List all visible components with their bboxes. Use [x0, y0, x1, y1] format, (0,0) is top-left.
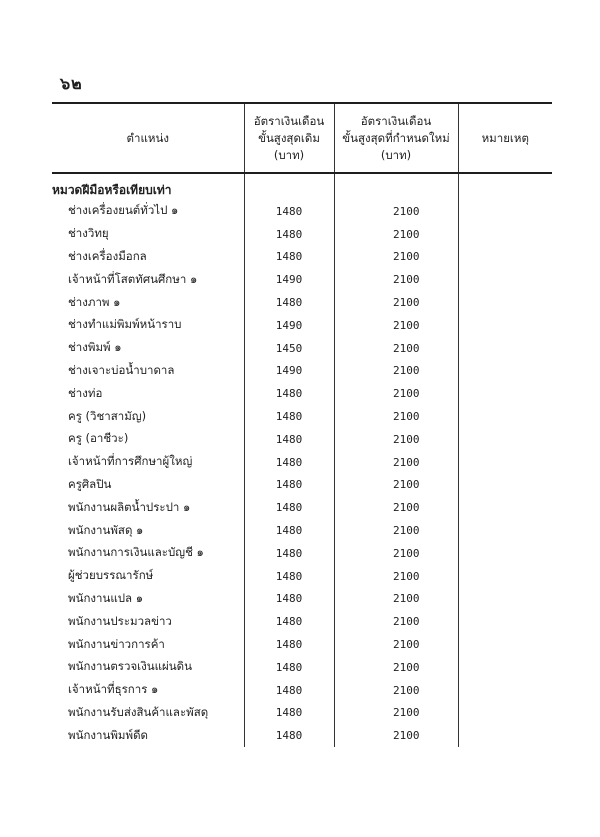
section-empty-cell	[244, 173, 334, 200]
new-max-cell: 2100	[334, 382, 458, 405]
position-cell: เจ้าหน้าที่การศึกษาผู้ใหญ่	[68, 454, 193, 469]
table-row	[52, 702, 552, 725]
position-cell: เจ้าหน้าที่ธุรการ ๑	[68, 682, 159, 697]
old-max-cell: 1480	[244, 223, 334, 246]
old-max-cell: 1480	[244, 405, 334, 428]
position-cell: ช่างภาพ ๑	[68, 294, 121, 309]
header-new-max-line1: อัตราเงินเดือน	[360, 113, 432, 128]
table-row	[52, 314, 552, 337]
header-new-max	[334, 103, 458, 173]
old-max-cell: 1480	[244, 519, 334, 542]
position-cell: พนักงานประมวลข่าว	[68, 613, 172, 628]
new-max-cell: 2100	[334, 291, 458, 314]
position-cell: ช่างเครื่องยนต์ทั่วไป ๑	[68, 203, 179, 218]
remark-cell	[458, 246, 552, 269]
old-max-cell: 1480	[244, 291, 334, 314]
new-max-cell: 2100	[334, 314, 458, 337]
remark-cell	[458, 337, 552, 360]
table-row	[52, 679, 552, 702]
position-cell: พนักงานพัสดุ ๑	[68, 522, 144, 537]
remark-cell	[458, 542, 552, 565]
position-cell: ช่างท่อ	[68, 385, 103, 400]
remark-cell	[458, 291, 552, 314]
old-max-cell: 1480	[244, 679, 334, 702]
new-max-cell: 2100	[334, 496, 458, 519]
new-max-cell: 2100	[334, 451, 458, 474]
section-row	[52, 173, 552, 200]
table-row	[52, 633, 552, 656]
table-body	[52, 173, 552, 747]
remark-cell	[458, 724, 552, 747]
new-max-cell: 2100	[334, 519, 458, 542]
table-row	[52, 246, 552, 269]
position-cell: ช่างเจาะบ่อน้ำบาดาล	[68, 362, 175, 377]
remark-cell	[458, 428, 552, 451]
remark-cell	[458, 656, 552, 679]
table-row	[52, 405, 552, 428]
header-new-max-line2: ขั้นสูงสุดที่กำหนดใหม่	[342, 130, 450, 145]
table-row	[52, 223, 552, 246]
table-row	[52, 337, 552, 360]
remark-cell	[458, 565, 552, 588]
old-max-cell: 1480	[244, 496, 334, 519]
position-cell: เจ้าหน้าที่โสตทัศนศึกษา ๑	[68, 271, 198, 286]
header-position: ตำแหน่ง	[52, 103, 244, 173]
old-max-cell: 1450	[244, 337, 334, 360]
old-max-cell: 1480	[244, 702, 334, 725]
old-max-cell: 1490	[244, 314, 334, 337]
old-max-cell: 1480	[244, 610, 334, 633]
new-max-cell: 2100	[334, 679, 458, 702]
table-row	[52, 542, 552, 565]
table-row	[52, 200, 552, 223]
remark-cell	[458, 314, 552, 337]
page-number: ๖๒	[60, 74, 83, 93]
table-row	[52, 496, 552, 519]
new-max-cell: 2100	[334, 268, 458, 291]
position-cell: ช่างทำแม่พิมพ์หน้าราบ	[68, 317, 182, 332]
old-max-cell: 1480	[244, 565, 334, 588]
remark-cell	[458, 702, 552, 725]
remark-cell	[458, 451, 552, 474]
position-cell: ช่างวิทยุ	[68, 226, 109, 241]
position-cell: พนักงานพิมพ์ดีด	[68, 727, 149, 742]
header-old-max	[244, 103, 334, 173]
position-cell: พนักงานตรวจเงินแผ่นดิน	[68, 659, 192, 674]
old-max-cell: 1480	[244, 428, 334, 451]
old-max-cell: 1480	[244, 451, 334, 474]
old-max-cell: 1480	[244, 382, 334, 405]
remark-cell	[458, 223, 552, 246]
old-max-cell: 1490	[244, 268, 334, 291]
old-max-cell: 1480	[244, 588, 334, 611]
position-cell: พนักงานผลิตน้ำประปา ๑	[68, 499, 191, 514]
position-cell: พนักงานข่าวการค้า	[68, 636, 165, 651]
header-old-max-line3: (บาท)	[273, 147, 305, 162]
new-max-cell: 2100	[334, 724, 458, 747]
new-max-cell: 2100	[334, 588, 458, 611]
table-row	[52, 474, 552, 497]
new-max-cell: 2100	[334, 405, 458, 428]
remark-cell	[458, 610, 552, 633]
salary-table-container	[52, 102, 552, 747]
table-row	[52, 565, 552, 588]
new-max-cell: 2100	[334, 360, 458, 383]
section-title: หมวดฝีมือหรือเทียบเท่า	[52, 183, 172, 197]
header-old-max-line2: ขั้นสูงสุดเดิม	[258, 130, 320, 145]
position-cell: พนักงานรับส่งสินค้าและพัสดุ	[68, 704, 209, 719]
remark-cell	[458, 633, 552, 656]
new-max-cell: 2100	[334, 542, 458, 565]
position-cell: พนักงานการเงินและบัญชี ๑	[68, 545, 204, 560]
remark-cell	[458, 382, 552, 405]
table-row	[52, 360, 552, 383]
remark-cell	[458, 519, 552, 542]
position-cell: ช่างพิมพ์ ๑	[68, 340, 122, 355]
new-max-cell: 2100	[334, 428, 458, 451]
remark-cell	[458, 200, 552, 223]
position-cell: ช่างเครื่องมือกล	[68, 248, 147, 263]
table-row	[52, 519, 552, 542]
header-new-max-line3: (บาท)	[380, 147, 412, 162]
remark-cell	[458, 405, 552, 428]
table-row	[52, 451, 552, 474]
position-cell: ครูศิลปิน	[68, 476, 112, 491]
new-max-cell: 2100	[334, 223, 458, 246]
remark-cell	[458, 360, 552, 383]
section-empty-cell	[334, 173, 458, 200]
old-max-cell: 1480	[244, 246, 334, 269]
remark-cell	[458, 496, 552, 519]
position-cell: ผู้ช่วยบรรณารักษ์	[68, 568, 154, 583]
section-empty-cell	[458, 173, 552, 200]
position-cell: พนักงานแปล ๑	[68, 590, 144, 605]
table-row	[52, 291, 552, 314]
old-max-cell: 1480	[244, 633, 334, 656]
new-max-cell: 2100	[334, 610, 458, 633]
old-max-cell: 1480	[244, 656, 334, 679]
table-row	[52, 656, 552, 679]
old-max-cell: 1480	[244, 542, 334, 565]
table-row	[52, 724, 552, 747]
new-max-cell: 2100	[334, 633, 458, 656]
remark-cell	[458, 588, 552, 611]
table-row	[52, 610, 552, 633]
old-max-cell: 1480	[244, 724, 334, 747]
remark-cell	[458, 679, 552, 702]
position-cell: ครู (วิชาสามัญ)	[68, 408, 147, 423]
old-max-cell: 1490	[244, 360, 334, 383]
table-row	[52, 268, 552, 291]
table-row	[52, 382, 552, 405]
new-max-cell: 2100	[334, 565, 458, 588]
new-max-cell: 2100	[334, 246, 458, 269]
new-max-cell: 2100	[334, 656, 458, 679]
table-header	[52, 103, 552, 173]
remark-cell	[458, 268, 552, 291]
header-old-max-line1: อัตราเงินเดือน	[253, 113, 325, 128]
old-max-cell: 1480	[244, 474, 334, 497]
salary-table	[52, 102, 552, 747]
new-max-cell: 2100	[334, 200, 458, 223]
new-max-cell: 2100	[334, 337, 458, 360]
position-cell: ครู (อาชีวะ)	[68, 431, 129, 446]
remark-cell	[458, 474, 552, 497]
header-remark: หมายเหตุ	[458, 103, 552, 173]
table-row	[52, 428, 552, 451]
table-row	[52, 588, 552, 611]
old-max-cell: 1480	[244, 200, 334, 223]
new-max-cell: 2100	[334, 702, 458, 725]
new-max-cell: 2100	[334, 474, 458, 497]
